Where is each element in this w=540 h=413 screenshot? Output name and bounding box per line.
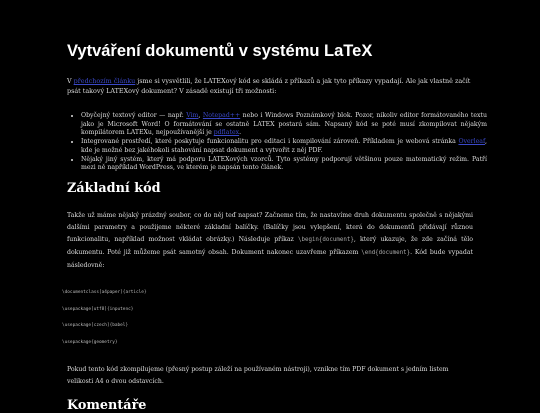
list-text: Obyčejný textový editor — např. xyxy=(81,112,187,119)
section-heading-comments: Komentáře xyxy=(67,398,147,413)
section-heading-basic-code: Základní kód xyxy=(67,181,161,196)
intro-paragraph xyxy=(67,76,473,97)
code-line: \usepackage{geometry} xyxy=(62,339,118,345)
paragraph-text: , který ukazuje, že zde začíná tělo dokumentu. Poté již můžeme psát samotný obsah. Dokument nakonec uzavřeme příkazem xyxy=(67,235,473,256)
code-line: \usepackage[utf8]{inputenc} xyxy=(62,306,134,312)
list-item xyxy=(81,138,487,155)
options-list xyxy=(67,112,487,173)
list-text: . xyxy=(239,129,242,137)
page-title: Vytváření dokumentů v systému LaTeX xyxy=(67,42,373,60)
code-block[interactable] xyxy=(62,279,482,361)
list-text: Integrované prostředí, které poskytuje funkcionalitu pro editaci i kompilování zároveň. Příkladem je webová stránka xyxy=(81,138,459,146)
paragraph-text: Takže už máme nějaký prázdný soubor, co do něj teď napsat? Začneme tím, že nastavíme druh dokumentu společně s nějakými dalšími parametry a použijeme některé základní balíčky. (Balíčky jsou vylepšení, která do dokumentů přidávají různou funkcionalitu, například možnost vkládat obrázky.) Následuje příkaz xyxy=(67,212,473,243)
compile-paragraph: Pokud tento kód zkompilujeme (přesný postup záleží na používaném nástroji), vznikne tím PDF dokument s jedním listem velikosti A4 o dvou odstavcích. xyxy=(67,366,449,385)
pdflatex-link[interactable]: pdflatex xyxy=(213,129,240,137)
vim-link[interactable]: Vim xyxy=(186,112,199,119)
basic-code-paragraph xyxy=(67,210,473,272)
inline-code-begin: \begin{document} xyxy=(297,236,354,243)
overleaf-link[interactable]: Overleaf xyxy=(458,138,486,146)
code-line: \documentclass[a4paper]{article} xyxy=(62,290,147,295)
list-text: Nějaký jiný systém, který má podporu LATEXových vzorců. Tyto systémy podporují většinou pouze matematický režim. Patří mezi ně například WordPress, ve kterém je napsán tento článek. xyxy=(81,155,487,172)
inline-code-end: \end{document} xyxy=(361,249,411,256)
previous-article-link[interactable]: předchozím článku xyxy=(73,77,136,85)
list-item xyxy=(81,112,487,138)
intro-post: jsme si vysvětlili, že LATEXový kód se skládá z příkazů a jak tyto příkazy vypadají. Ale jak vlastně začít psát takový LATEXový dokument? V zásadě existují tři možnosti: xyxy=(67,77,471,96)
list-item xyxy=(81,156,487,173)
list-text: , kde je možné bez jakéhokoli stahování napsat dokument a vytvořit z něj PDF. xyxy=(81,138,487,154)
list-text: , xyxy=(198,112,203,119)
paragraph-text: . Kód bude vypadat následovně: xyxy=(67,248,473,269)
notepadpp-link[interactable]: Notepad++ xyxy=(202,112,241,119)
list-text: nebo i Windows Poznámkový blok. Pozor, nikoliv editor formátovaného textu jako je Microsoft Word! O formátování se ostatně LATEX postará sám. Napsaný kód se poté musí zkompilovat nějakým kompilátorem LATEXu, nejpoužívanější je xyxy=(81,112,487,137)
code-line: \usepackage[czech]{babel} xyxy=(62,323,129,328)
intro-pre: V xyxy=(67,77,74,85)
